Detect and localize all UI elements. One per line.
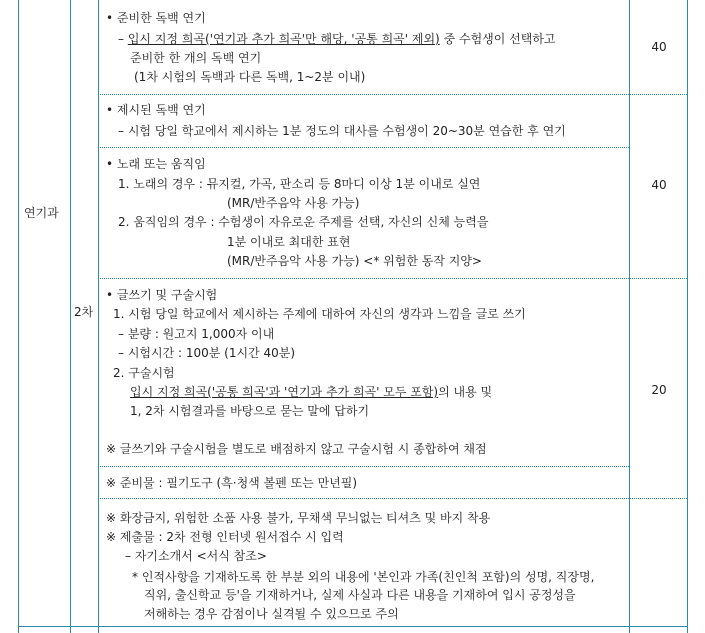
- underlined-text: 입시 지정 희곡('공통 희곡'과 '연기과 추가 희곡' 모두 포함): [130, 385, 439, 399]
- table-col1-border: [70, 0, 71, 633]
- score-value: 20: [651, 383, 667, 397]
- score-value: 40: [651, 178, 667, 192]
- section-heading: • 제시된 독백 연기: [106, 103, 206, 117]
- row-separator: [98, 147, 629, 148]
- section-note: ※ 제출물 : 2차 전형 인터넷 원서접수 시 입력: [106, 530, 344, 544]
- section-heading: • 노래 또는 움직임: [106, 157, 206, 171]
- category-label: 연기과: [24, 206, 59, 220]
- section-line: 2. 구술시험: [113, 366, 175, 380]
- round-label: 2차: [74, 305, 94, 319]
- section-line: 직위, 출신학교 등'을 기재하거나, 실제 사실과 다른 내용을 기재하여 입시 공정성을: [144, 588, 576, 602]
- section-note: ※ 화장금지, 위험한 소품 사용 불가, 무채색 무늬없는 티셔츠 및 바지 착용: [106, 511, 491, 525]
- table-left-border: [18, 0, 19, 633]
- section-line: (MR/반주음악 사용 가능) <* 위험한 동작 지양>: [227, 254, 482, 268]
- section-note: ※ 글쓰기와 구술시험을 별도로 배점하지 않고 구술시험 시 종합하여 채점: [106, 442, 487, 456]
- section-line: * 인적사항을 기재하도록 한 부분 외의 내용에 '본인과 가족(친인척 포함)의 성명, 직장명,: [132, 570, 595, 584]
- row-separator: [98, 278, 687, 279]
- section-line: – 분량 : 원고지 1,000자 이내: [118, 327, 275, 341]
- section-line: (1차 시험의 독백과 다른 독백, 1~2분 이내): [134, 70, 366, 84]
- section-heading: • 글쓰기 및 구술시험: [106, 288, 218, 302]
- section-line: – 자기소개서 <서식 참조>: [125, 549, 267, 563]
- section-line: 1. 시험 당일 학교에서 제시하는 주제에 대하여 자신의 생각과 느낌을 글로 쓰기: [113, 307, 526, 321]
- line-prefix: –: [118, 32, 128, 46]
- section-line: 1. 노래의 경우 : 뮤지컬, 가곡, 판소리 등 8마디 이상 1분 이내로 실연: [118, 177, 481, 191]
- row-separator: [98, 466, 629, 467]
- row-separator: [98, 498, 687, 499]
- section-line: (MR/반주음악 사용 가능): [227, 196, 360, 210]
- section-line: [130, 383, 492, 401]
- line-suffix: 의 내용 및: [438, 385, 493, 399]
- section-line: 저해하는 경우 감점이나 실격될 수 있으므로 주의: [144, 607, 399, 621]
- section-line: – 시험시간 : 100분 (1시간 40분): [118, 346, 296, 360]
- line-suffix: 중 수험생이 선택하고: [439, 32, 556, 46]
- underlined-text: 입시 지정 희곡('연기과 추가 희곡'만 해당, '공통 희곡' 제외): [127, 32, 440, 46]
- table-bottom-border: [18, 626, 688, 627]
- section-line: 2. 움직임의 경우 : 수험생이 자유로운 주제를 선택, 자신의 신체 능력을: [118, 215, 489, 229]
- section-note: ※ 준비물 : 필기도구 (흑·청색 볼펜 또는 만년필): [106, 476, 358, 490]
- score-value: 40: [651, 40, 667, 54]
- table-right-border: [687, 0, 688, 633]
- section-line: 1, 2차 시험결과를 바탕으로 묻는 말에 답하기: [130, 404, 370, 418]
- section-line: 1분 이내로 최대한 표현: [227, 235, 351, 249]
- section-line: – 시험 당일 학교에서 제시하는 1분 정도의 대사를 수험생이 20~30분 연습한 후 연기: [118, 124, 566, 138]
- section-line: [118, 30, 556, 48]
- section-heading: • 준비한 독백 연기: [106, 11, 206, 25]
- row-separator: [98, 94, 687, 95]
- section-line: 준비한 한 개의 독백 연기: [130, 51, 262, 65]
